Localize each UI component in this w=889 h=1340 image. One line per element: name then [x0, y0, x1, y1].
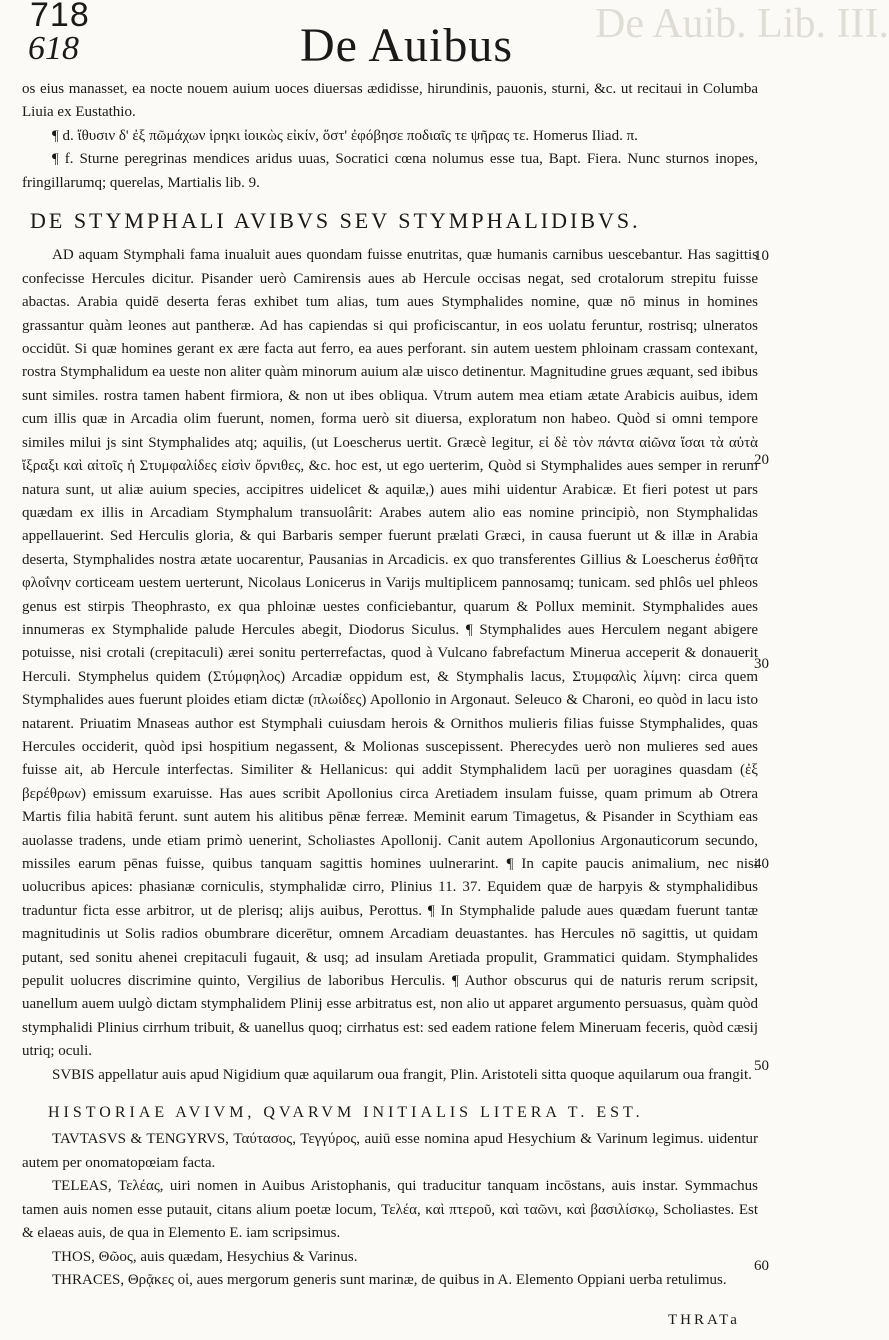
margin-line-number: 60 — [754, 1258, 769, 1274]
catchword: THRATa — [668, 1312, 740, 1328]
paragraph-teleas: TELEAS, Τελέας, uiri nomen in Auibus Aristophanis, qui traducitur tanquam incōstans, auis instar. Symmachus tamen auis nomen esse putauit, citans alium poetæ locum, Τελέα, καὶ πτεροῦ, καὶ ταῶνι, καὶ βασιλίσκῳ, Scholiastes. Est & elaeas auis, de qua in Elemento E. iam scripsimus. — [22, 1178, 758, 1242]
subsection-title: HISTORIAE AVIVM, QVARVM INITIALIS LITERA T. EST. — [48, 1104, 644, 1122]
margin-line-number: 50 — [754, 1058, 769, 1074]
margin-line-number: 40 — [754, 856, 769, 872]
paragraph-thos: THOS, Θῶος, auis quædam, Hesychius & Varinus. — [52, 1248, 358, 1265]
paragraph-note-f: ¶ f. Sturne peregrinas mendices aridus uuas, Socratici cœna nolumus esse tua, Bapt. Fiera. Nunc sturnos inopes, fringillarumq; querelas, Martialis lib. 9. — [22, 151, 758, 191]
paragraph-thraces: THRACES, Θρᾷκες οἱ, aues mergorum generis sunt marinæ, de quibus in A. Elemento Oppiani uerba retulimus. — [52, 1271, 727, 1288]
running-head: De Auibus — [300, 19, 513, 72]
margin-line-number: 10 — [754, 248, 769, 264]
paragraph-note-d: ¶ d. ἴθυσιν δ' ἐξ πῶμάχων ἰρηκι ἰοικὼς εἰκίν, ὅστ' ἐφόβησε ποδιαῖς τε ψῆρας τε. Homerus Iliad. π. — [52, 127, 638, 144]
main-text — [22, 78, 758, 1292]
manuscript-number: 718 — [30, 0, 90, 34]
margin-line-number: 20 — [754, 452, 769, 468]
margin-line-number: 30 — [754, 656, 769, 672]
paragraph-tautasus: TAVTASVS & TENGYRVS, Ταύτασος, Τεγγύρος, auiū esse nomina apud Hesychium & Varinum legimus. uidentur autem per onomatopœiam facta. — [22, 1131, 758, 1171]
paragraph-stymphalides: AD aquam Stymphali fama inualuit aues quondam fuisse enutritas, quæ humanis carnibus uescebantur. Has sagittis confecisse Hercules dicitur. Pisander uerò Camirensis aues ab Hercule occisas negat, sed crotalorum strepitu fuisse abactas. Arabia quidē deserta feras exhibet tum alias, tum aues Stymphalides nomine, quæ nō minus in homines grassantur quàm leones aut pantheræ. Ad has capiendas si qui proficiscantur, in eos uolatu feruntur, rostrisq; ulneratos occidūt. Si quæ homines gerant ex ære facta aut ferro, ea aues perforant. sin autem uestem phloinam crassam contexant, rostra Stymphalidum ea ueste non aliter quàm minorum auium alæ uisco detinentur. Magnitudine grues æquant, sed ibibus sunt similes. rostra tamen habent firmiora, & non ut ibes obliqua. Vtrum autem mea etiam ætate Arabicis auibus, idem cum illis quæ in Arcadia olim fuerunt, nomen, forma uerò sit diuersa, exploratum non habeo. Quòd si omni tempore similes milui js sint Stymphalides atq; aquilis, (ut Loescherus uertit. Græcè legitur, εἰ δὲ τὸν πάντα αἰῶνα ἴσαι τὰ αὐτὰ ἴξραξι καὶ αἰτοῖς ἡ Στυμφαλίδες εἰσὶν ὄρνιθες, &c. hoc est, ut ego uerterim, Quòd si Stymphalides aues semper in rerum natura sunt, ut aliæ auium species, accipitres uidelicet & aquilæ,) aues mihi uidentur Arabicæ. Et fieri potest ut pars quædam ex illis in Arcadiam Stymphalum transuolârit: Arabes autem alio eas nomine principiò, non Stymphalidas appellauerint. Sed Herculis gloria, & qui Barbaris semper fuerunt prælati Græci, in causa fuerunt ut & illæ in Arabia deserta, Stymphalides nostra ætate uocarentur, Pausanias in Arcadicis. ex quo transferentes Gillius & Loescherus ἐσθῆτα φλοΐνην corticeam uestem uerterunt, Nicolaus Lonicerus in Varijs multiplicem pannosamq; tunicam. sed phlôs uel phleos genus est stirpis Theophrasto, ex qua phloinæ uestes conficiebantur, quarum & Pollux meminit. Stymphalides aues innumeras ex Stymphalide palude Hercules abegit, Diodorus Siculus. ¶ Stymphalides aues Herculem negant abigere potuisse, nisi crotali (crepitaculi) ærei sonitu perterrefactas, quod à Vulcano fabrefactum Minerua acceperit & donauerit Herculi. Stymphelus quidem (Στύμφηλος) Arcadiæ oppidum est, & Stymphalis lacus, Στυμφαλὶς λίμνη: circa quem Stymphalides aues fuerunt ploides etiam dictæ (πλωίδες) Apollonio in Argonaut. Seleuco & Charoni, eo quòd in lacu isto natarent. Priuatim Mnaseas author est Stymphali cuiusdam herois & Ornithos mulieris filias fuisse Stymphalides, quas Hercules occiderit, quòd ipsi hospitium negassent, & Molionas suscepissent. Pherecydes uerò non mulieres sed aues fuisse ait, ab Hercule interfectas. Similiter & Hellanicus: qui addit Stymphalidem lacū per uoragines quasdam (ἐξ βερέθρων) emissum exaruisse. Has aues scribit Apollonius circa Aretiadem insulam fuisse, quam primum ab Otrera Martis filia habitā ferunt. sunt autem his alitibus pēnæ ferreæ. Meminit earum Timagetus, & Pisander in Scythiam eas auolasse tradens, unde etiam primò uenerint, Scholiastes Apollonij. Canit autem Apollonius Argonauticorum secundo, missiles earum pēnas fuisse, quibus tanquam sagittis homines uulnerarint. ¶ In capite paucis animalium, nec nisi uolucribus apices: phasianæ corniculis, stymphalidæ cirro, Plinius 11. 37. Equidem quæ de harpyis & stymphalidibus traduntur ficta esse arbitror, ut de plerisq; alijs auibus, Perottus. ¶ In Stymphalide palude aues quædam fuerunt tantæ magnitudinis ut Solis radios obumbrare dicerētur, omnem Arcadiam deuastantes. has Hercules nō sagittis, ut quidam putant, sed sonitu ahenei crepitaculi fugauit, & usq; ad insulam Aretiada propulit, Grammatici quidam. Stymphalides pepulit uolucres discrimine quinto, Vergilius de laboribus Herculis. ¶ Author obscurus qui de naturis rerum scripsit, uanellum auem uulgò dictam stymphalidem Plinij esse arbitratus est, non alio ut apparet argumento persuasus, quàm quòd stymphalidi Plinius cirrhum tribuit, & uanellus quoq; cirrhatus est: sed eadem ratione felem Mineruam feceris, quòd cæsij utriq; oculi. — [22, 247, 758, 1060]
show-through-text: De Auib. Lib. III. — [595, 1, 889, 47]
page-number: 618 — [28, 30, 79, 67]
section-title: DE STYMPHALI AVIBVS SEV STYMPHALIDIBVS. — [30, 208, 641, 234]
paragraph-subis: SVBIS appellatur auis apud Nigidium quæ aquilarum oua frangit, Plin. Aristoteli sitta quoque aquilarum oua frangit. — [52, 1066, 752, 1083]
paragraph-intro: os eius manasset, ea nocte nouem auium uoces diuersas ædidisse, hirundinis, pauonis, sturni, &c. ut recitaui in Columba Liuia ex Eustathio. — [22, 81, 758, 121]
